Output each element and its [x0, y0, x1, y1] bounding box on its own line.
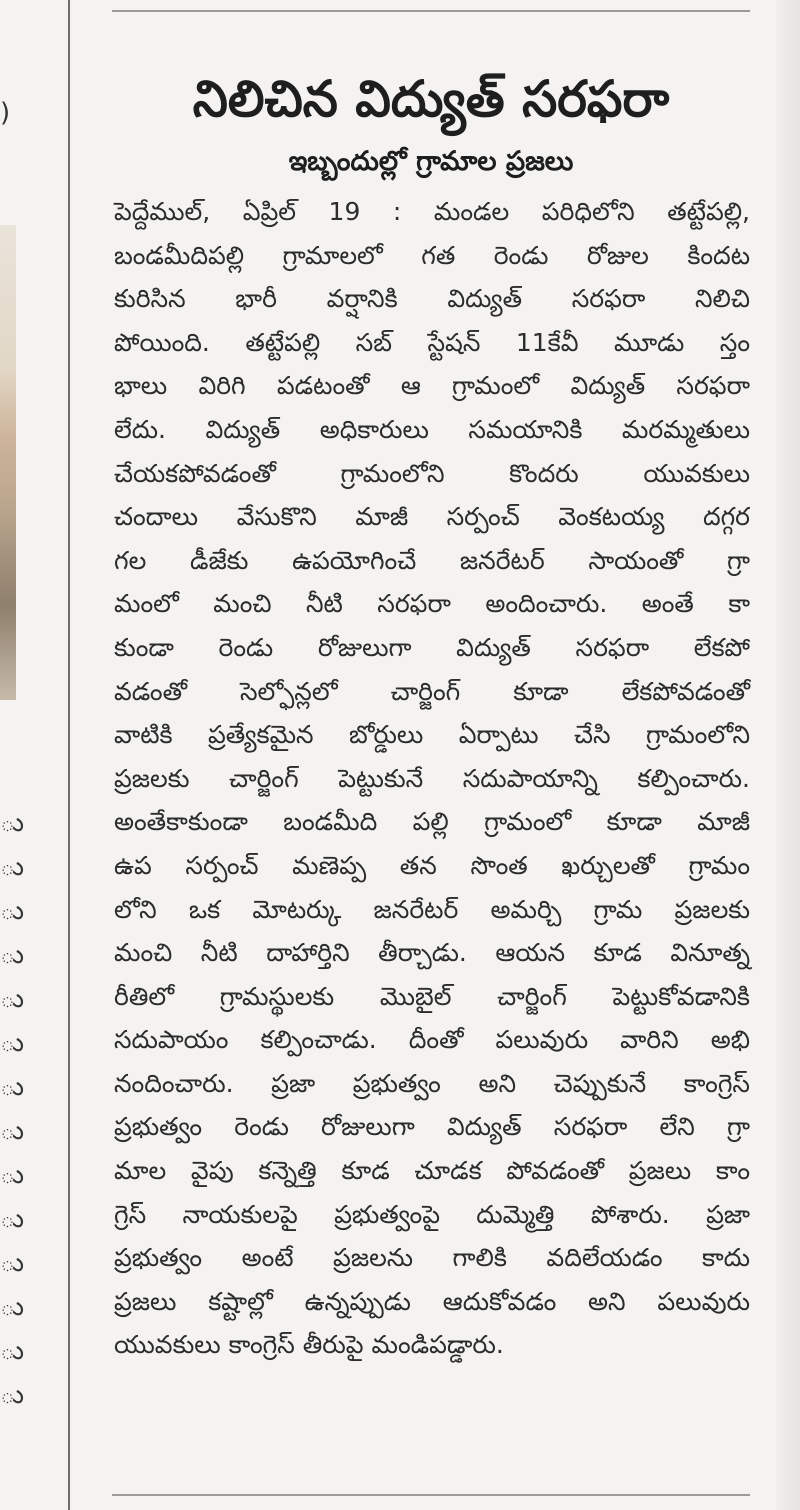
article-line: ప్రభుత్వం అంటే ప్రజలను గాలికి వదిలేయడం కాదు	[114, 1243, 750, 1273]
left-fragment-glyph: ు	[0, 1336, 25, 1366]
article-line: చేయకపోవడంతో గ్రామంలోని కొందరు యువకులు	[114, 458, 750, 488]
article-line: ప్రజలకు చార్జింగ్ పెట్టుకునే సదుపాయాన్ని కల్పించారు.	[114, 763, 750, 793]
column-divider	[68, 0, 70, 1510]
article-subheadline: ఇబ్బందుల్లో గ్రామాల ప్రజలు	[288, 146, 574, 178]
left-fragment-glyph: ు	[0, 1028, 25, 1058]
article-line: ప్రభుత్వం రెండు రోజులుగా విద్యుత్ సరఫరా లేని గ్రా	[114, 1112, 750, 1142]
left-fragment-glyph: ు	[0, 896, 25, 926]
article-line: బండమీదిపల్లి గ్రామాలలో గత రెండు రోజుల కిందట	[114, 240, 750, 270]
article-line: అంతేకాకుండా బండమీది పల్లి గ్రామంలో కూడా మాజీ	[114, 807, 750, 837]
adjacent-photo-fragment	[0, 225, 16, 700]
left-fragment-glyph: ు	[0, 1380, 25, 1410]
left-fragment-glyph: ు	[0, 940, 25, 970]
article-line: నందించారు. ప్రజా ప్రభుత్వం అని చెప్పుకునే కాంగ్రెస్	[114, 1068, 750, 1098]
left-fragment-glyph: ు	[0, 1292, 25, 1322]
left-fragment-glyph: ు	[0, 1204, 25, 1234]
left-fragment-glyph: ు	[0, 1072, 25, 1102]
article-line: ప్రజలు కష్టాల్లో ఉన్నప్పుడు ఆదుకోవడం అని పలువురు	[114, 1286, 750, 1316]
left-fragment-glyph: ు	[0, 808, 25, 838]
article-line: లోని ఒక మోటర్కు జనరేటర్ అమర్చి గ్రామ ప్రజలకు	[114, 894, 750, 924]
article-line: గ్రెస్ నాయకులపై ప్రభుత్వంపై దుమ్మెత్తి పోశారు. ప్రజా	[114, 1199, 750, 1229]
article-line: చందాలు వేసుకొని మాజీ సర్పంచ్ వెంకటయ్య దగ్గర	[114, 502, 750, 532]
left-fragment-glyph: ు	[0, 984, 25, 1014]
adjacent-column-fragment	[0, 0, 25, 1510]
article-line: మాల వైపు కన్నెత్తి కూడ చూడక పోవడంతో ప్రజలు కాం	[114, 1156, 750, 1186]
bottom-rule	[112, 1494, 750, 1496]
article-line: గల డీజేకు ఉపయోగించే జనరేటర్ సాయంతో గ్రా	[114, 545, 750, 575]
article-line: మంచి నీటి దాహార్తిని తీర్చాడు. ఆయన కూడ వినూత్న	[114, 938, 750, 968]
article-line: కురిసిన భారీ వర్షానికి విద్యుత్ సరఫరా నిలిచి	[114, 284, 750, 314]
article-line: సదుపాయం కల్పించాడు. దీంతో పలువురు వారిని అభి	[114, 1025, 750, 1055]
top-rule	[112, 10, 750, 12]
article-line: ఉప సర్పంచ్ మణెప్ప తన సొంత ఖర్చులతో గ్రామం	[114, 850, 750, 880]
article-body	[114, 190, 750, 1367]
article-line: కుండా రెండు రోజులుగా విద్యుత్ సరఫరా లేకపో	[114, 632, 750, 662]
left-fragment-glyph: ు	[0, 852, 25, 882]
article-line: రీతిలో గ్రామస్థులకు మొబైల్ చార్జింగ్ పెట్టుకోవడానికి	[114, 981, 750, 1011]
article-line: వాటికి ప్రత్యేకమైన బోర్డులు ఏర్పాటు చేసి గ్రామంలోని	[114, 720, 750, 750]
article-line: పెద్దేముల్, ఏప్రిల్ 19 : మండల పరిధిలోని తట్టేపల్లి,	[114, 197, 750, 226]
article-line: మంలో మంచి నీటి సరఫరా అందించారు. అంతే కా	[114, 589, 750, 619]
left-fragment-glyph: ు	[0, 1160, 25, 1190]
left-fragment-glyph: ు	[0, 1248, 25, 1278]
article-line: వడంతో సెల్ఫోన్లలో చార్జింగ్ కూడా లేకపోవడంతో	[114, 676, 750, 706]
article-line: యువకులు కాంగ్రెస్ తీరుపై మండిపడ్డారు.	[114, 1330, 504, 1360]
article-line: లేదు. విద్యుత్ అధికారులు సమయానికి మరమ్మతులు	[114, 414, 750, 444]
article-line: పోయింది. తట్టేపల్లి సబ్ స్టేషన్ 11కేవీ మూడు స్తం	[114, 327, 750, 357]
left-fragment-glyph: ు	[0, 1116, 25, 1146]
page-edge	[776, 0, 800, 1510]
article-headline: నిలిచిన విద్యుత్ సరఫరా	[192, 69, 670, 128]
article-line: భాలు విరిగి పడటంతో ఆ గ్రామంలో విద్యుత్ సరఫరా	[114, 371, 750, 401]
left-fragment-glyph: )	[0, 98, 11, 128]
